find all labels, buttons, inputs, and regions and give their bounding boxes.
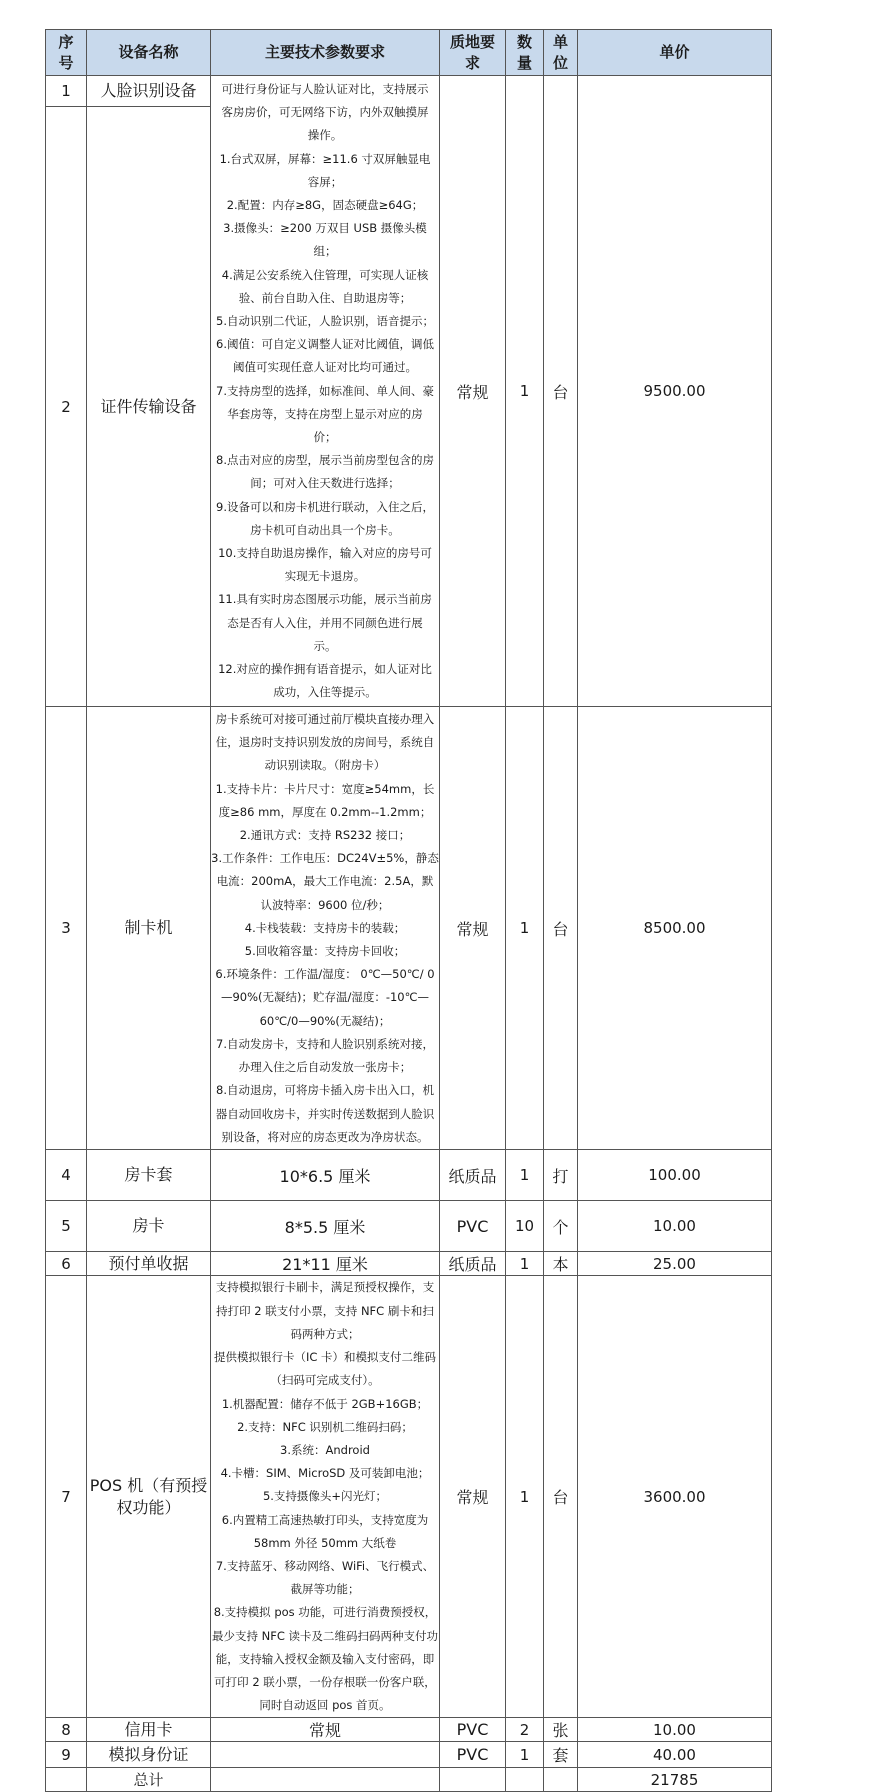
row-quality: PVC bbox=[440, 1718, 506, 1742]
param-line: 提供模拟银行卡（IC 卡）和模拟支付二维码（扫码可完成支付）。 bbox=[213, 1350, 437, 1388]
row-seq: 2 bbox=[46, 106, 87, 707]
table-row bbox=[46, 1252, 772, 1276]
row-qty: 1 bbox=[506, 1742, 544, 1768]
row-unit: 套 bbox=[544, 1742, 578, 1768]
param-line: 9.设备可以和房卡机进行联动，入住之后，房卡机可自动出具一个房卡。 bbox=[216, 499, 434, 537]
row-spec: 10*6.5 厘米 bbox=[211, 1150, 440, 1201]
row-unit: 个 bbox=[544, 1201, 578, 1252]
row-price: 100.00 bbox=[578, 1150, 772, 1201]
row-name: 预付单收据 bbox=[87, 1252, 211, 1276]
row-price: 10.00 bbox=[578, 1201, 772, 1252]
param-line: 3.系统：Android bbox=[280, 1442, 370, 1457]
row-params bbox=[211, 707, 440, 1150]
header-qty: 数量 bbox=[506, 30, 544, 76]
param-line: 支持模拟银行卡刷卡，满足预授权操作，支持打印 2 联支付小票，支持 NFC 刷卡和扫码两种方式； bbox=[215, 1280, 435, 1341]
row-name: POS 机（有预授权功能） bbox=[87, 1276, 211, 1718]
row-seq: 4 bbox=[46, 1150, 87, 1201]
param-line: 1.支持卡片：卡片尺寸：宽度≥54mm，长度≥86 mm，厚度在 0.2mm--1.2mm； bbox=[215, 781, 435, 819]
row-qty: 10 bbox=[506, 1201, 544, 1252]
row-quality: 常规 bbox=[440, 76, 506, 707]
row-name: 制卡机 bbox=[87, 707, 211, 1150]
row-price: 25.00 bbox=[578, 1252, 772, 1276]
row-price: 8500.00 bbox=[578, 707, 772, 1150]
row-name: 人脸识别设备 bbox=[87, 76, 211, 107]
row-qty: 1 bbox=[506, 1252, 544, 1276]
param-line: 2.配置：内存≥8G，固态硬盘≥64G； bbox=[226, 198, 424, 213]
total-empty-cell bbox=[440, 1768, 506, 1792]
row-seq: 1 bbox=[46, 76, 87, 107]
param-line: 7.支持房型的选择，如标准间、单人间、豪华套房等，支持在房型上显示对应的房价； bbox=[216, 383, 434, 445]
row-unit: 张 bbox=[544, 1718, 578, 1742]
table-row bbox=[46, 1742, 772, 1768]
total-empty-cell bbox=[506, 1768, 544, 1792]
row-unit: 台 bbox=[544, 76, 578, 707]
header-row bbox=[46, 30, 772, 76]
param-line: 5.支持摄像头+闪光灯； bbox=[262, 1489, 388, 1504]
row-spec: 常规 bbox=[211, 1718, 440, 1742]
total-empty-cell bbox=[46, 1768, 87, 1792]
row-params bbox=[211, 76, 440, 707]
row-name: 证件传输设备 bbox=[87, 106, 211, 707]
row-price: 3600.00 bbox=[578, 1276, 772, 1718]
row-seq: 7 bbox=[46, 1276, 87, 1718]
param-line: 7.自动发房卡，支持和人脸识别系统对接，办理入住之后自动发放一张房卡； bbox=[216, 1036, 434, 1075]
header-name: 设备名称 bbox=[87, 30, 211, 76]
row-unit: 打 bbox=[544, 1150, 578, 1201]
total-empty-cell bbox=[544, 1768, 578, 1792]
table-row bbox=[46, 76, 772, 107]
row-seq: 5 bbox=[46, 1201, 87, 1252]
header-price: 单价 bbox=[578, 30, 772, 76]
table-row bbox=[46, 707, 772, 1150]
param-line: 4.满足公安系统入住管理，可实现人证核验、前台自助入住、自助退房等； bbox=[221, 267, 429, 305]
param-line: 1.机器配置：储存不低于 2GB+16GB； bbox=[221, 1396, 429, 1411]
param-line: 2.通讯方式：支持 RS232 接口； bbox=[239, 828, 411, 843]
equipment-spec-table bbox=[45, 29, 772, 1792]
row-seq: 8 bbox=[46, 1718, 87, 1742]
row-seq: 3 bbox=[46, 707, 87, 1150]
row-seq: 6 bbox=[46, 1252, 87, 1276]
param-line: 3.工作条件：工作电压：DC24V±5%，静态电流：200mA，最大工作电流：2.5A，默认波特率：9600 位/秒； bbox=[211, 851, 439, 912]
param-line: 可进行身份证与人脸认证对比，支持展示客房房价，可无网络下访，内外双触摸屏操作。 bbox=[221, 82, 429, 143]
row-quality: PVC bbox=[440, 1201, 506, 1252]
row-seq: 9 bbox=[46, 1742, 87, 1768]
table-row bbox=[46, 1201, 772, 1252]
param-line: 6.内置精工高速热敏打印头，支持宽度为 58mm 外径 50mm 大纸卷 bbox=[221, 1512, 429, 1550]
row-spec: 8*5.5 厘米 bbox=[211, 1201, 440, 1252]
row-quality: 常规 bbox=[440, 1276, 506, 1718]
row-name: 信用卡 bbox=[87, 1718, 211, 1742]
row-spec bbox=[211, 1742, 440, 1768]
param-line: 12.对应的操作拥有语音提示，如人证对比成功，入住等提示。 bbox=[218, 662, 432, 700]
table-row bbox=[46, 1718, 772, 1742]
param-line: 2.支持：NFC 识别机二维码扫码； bbox=[237, 1419, 413, 1434]
row-unit: 本 bbox=[544, 1252, 578, 1276]
row-params bbox=[211, 1276, 440, 1718]
row-name: 房卡 bbox=[87, 1201, 211, 1252]
total-row bbox=[46, 1768, 772, 1792]
param-line: 4.卡栈装载：支持房卡的装载； bbox=[244, 920, 406, 935]
table-row bbox=[46, 1276, 772, 1718]
row-unit: 台 bbox=[544, 1276, 578, 1718]
param-line: 3.摄像头：≥200 万双目 USB 摄像头模组； bbox=[223, 221, 427, 259]
row-quality: PVC bbox=[440, 1742, 506, 1768]
param-line: 8.点击对应的房型，展示当前房型包含的房间；可对入住天数进行选择； bbox=[216, 453, 434, 491]
row-quality: 纸质品 bbox=[440, 1150, 506, 1201]
row-quality: 纸质品 bbox=[440, 1252, 506, 1276]
row-price: 9500.00 bbox=[578, 76, 772, 707]
row-quality: 常规 bbox=[440, 707, 506, 1150]
row-qty: 2 bbox=[506, 1718, 544, 1742]
row-spec: 21*11 厘米 bbox=[211, 1252, 440, 1276]
row-qty: 1 bbox=[506, 76, 544, 707]
param-line: 6.阈值：可自定义调整人证对比阈值，调低阈值可实现任意人证对比均可通过。 bbox=[216, 337, 434, 375]
param-line: 7.支持蓝牙、移动网络、WiFi、飞行模式、截屏等功能； bbox=[215, 1558, 435, 1597]
row-price: 10.00 bbox=[578, 1718, 772, 1742]
total-empty-cell bbox=[211, 1768, 440, 1792]
row-qty: 1 bbox=[506, 1276, 544, 1718]
param-line: 5.回收箱容量：支持房卡回收； bbox=[244, 944, 406, 959]
param-line: 5.自动识别二代证，人脸识别，语音提示； bbox=[216, 314, 434, 329]
table-row bbox=[46, 1150, 772, 1201]
row-price: 40.00 bbox=[578, 1742, 772, 1768]
header-params: 主要技术参数要求 bbox=[211, 30, 440, 76]
param-line: 4.卡槽：SIM、MicroSD 及可装卸电池； bbox=[220, 1466, 430, 1481]
row-name: 模拟身份证 bbox=[87, 1742, 211, 1768]
param-line: 11.具有实时房态图展示功能，展示当前房态是否有人入住，并用不同颜色进行展示。 bbox=[218, 592, 432, 653]
row-unit: 台 bbox=[544, 707, 578, 1150]
param-line: 6.环境条件：工作温/湿度： 0℃—50℃/ 0—90%(无凝结)；贮存温/湿度：-10℃—60℃/0—90%(无凝结)； bbox=[215, 967, 435, 1028]
param-line: 1.台式双屏，屏幕：≥11.6 寸双屏触显电容屏； bbox=[219, 151, 431, 189]
total-value: 21785 bbox=[578, 1768, 772, 1792]
header-quality: 质地要求 bbox=[440, 30, 506, 76]
param-line: 8.自动退房，可将房卡插入房卡出入口，机器自动回收房卡，并实时传送数据到人脸识别设备，将对应的房态更改为净房状态。 bbox=[215, 1083, 435, 1144]
param-line: 房卡系统可对接可通过前厅模块直接办理入住，退房时支持识别发放的房间号，系统自动识别读取。（附房卡） bbox=[215, 712, 435, 773]
total-label: 总计 bbox=[87, 1768, 211, 1792]
row-qty: 1 bbox=[506, 1150, 544, 1201]
param-line: 8.支持模拟 pos 功能，可进行消费预授权，最少支持 NFC 读卡及二维码扫码两种支付功能，支持输入授权金额及输入支付密码，即可打印 2 联小票，一份存根联一份客户联，同时自动返回 pos 首页。 bbox=[211, 1605, 439, 1713]
header-unit: 单位 bbox=[544, 30, 578, 76]
header-seq: 序号 bbox=[46, 30, 87, 76]
param-line: 10.支持自助退房操作，输入对应的房号可实现无卡退房。 bbox=[218, 546, 432, 584]
row-qty: 1 bbox=[506, 707, 544, 1150]
row-name: 房卡套 bbox=[87, 1150, 211, 1201]
